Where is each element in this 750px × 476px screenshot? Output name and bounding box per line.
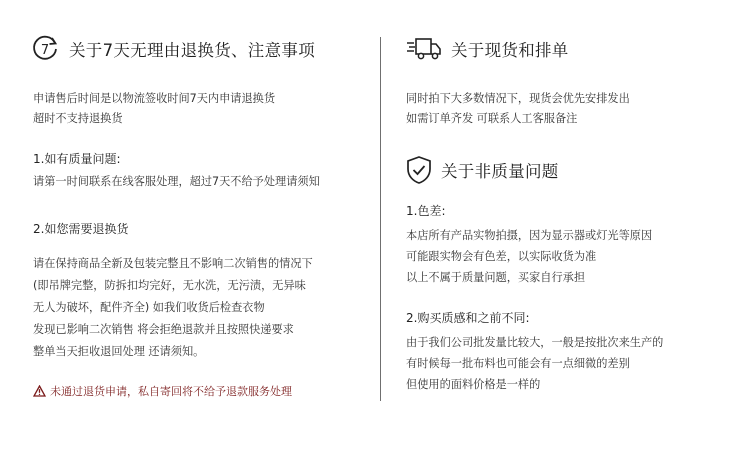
stock-shipping-title: 关于现货和排单 (451, 41, 569, 60)
shield-check-icon (406, 155, 432, 185)
text-line: 请第一时间联系在线客服处理，超过7天不给予处理请须知 (33, 175, 320, 188)
text-line: 由于我们公司批发量比较大，一般是按批次来生产的 (406, 336, 664, 349)
quality-issue-text (33, 172, 320, 192)
7-day-return-icon (30, 34, 60, 64)
quality-issue-label: 1.如有质量问题: (33, 152, 121, 166)
text-line: 无人为破坏，配件齐全) 如我们收货后检查衣物 (33, 301, 265, 314)
stock-shipping-heading (406, 36, 569, 62)
column-divider (380, 37, 381, 401)
text-line: (即吊牌完整，防拆扣均完好，无水洗，无污渍，无异味 (33, 279, 306, 292)
return-policy-heading (30, 34, 315, 64)
non-quality-title: 关于非质量问题 (441, 162, 559, 181)
return-intro (33, 89, 275, 129)
text-line: 发现已影响二次销售 将会拒绝退款并且按照快递要求 (33, 323, 294, 336)
non-quality-heading (406, 155, 559, 185)
text-line: 请在保持商品全新及包装完整且不影响二次销售的情况下 (33, 257, 313, 270)
texture-diff-text (406, 332, 663, 395)
return-request-label: 2.如您需要退换货 (33, 222, 129, 236)
delivery-truck-icon (406, 36, 442, 62)
text-line: 如需订单齐发 可联系人工客服备注 (406, 112, 578, 125)
texture-diff-label: 2.购买质感和之前不同: (406, 311, 530, 325)
text-line: 以上不属于质量问题，买家自行承担 (406, 271, 586, 284)
warning-text: 未通过退货申请，私自寄回将不给予退款服务处理 (50, 385, 292, 398)
intro-line: 申请售后时间是以物流签收时间7天内申请退换货 (33, 92, 276, 105)
text-line: 本店所有产品实物拍摄，因为显示器或灯光等原因 (406, 229, 653, 242)
text-line: 整单当天拒收退回处理 还请须知。 (33, 345, 205, 358)
text-line: 同时拍下大多数情况下，现货会优先安排发出 (406, 92, 630, 105)
warning-triangle-icon (33, 385, 46, 397)
color-diff-text (406, 225, 652, 288)
svg-text:7: 7 (40, 43, 50, 58)
return-request-text (33, 253, 313, 363)
warning-notice (33, 383, 292, 399)
stock-shipping-text (406, 89, 630, 129)
color-diff-label: 1.色差: (406, 204, 446, 218)
return-policy-title: 关于7天无理由退换货、注意事项 (69, 41, 315, 60)
text-line: 可能跟实物会有色差，以实际收货为准 (406, 250, 597, 263)
text-line: 有时候每一批布料也可能会有一点细微的差别 (406, 357, 630, 370)
intro-line: 超时不支持退换货 (33, 112, 123, 125)
text-line: 但使用的面料价格是一样的 (406, 378, 541, 391)
